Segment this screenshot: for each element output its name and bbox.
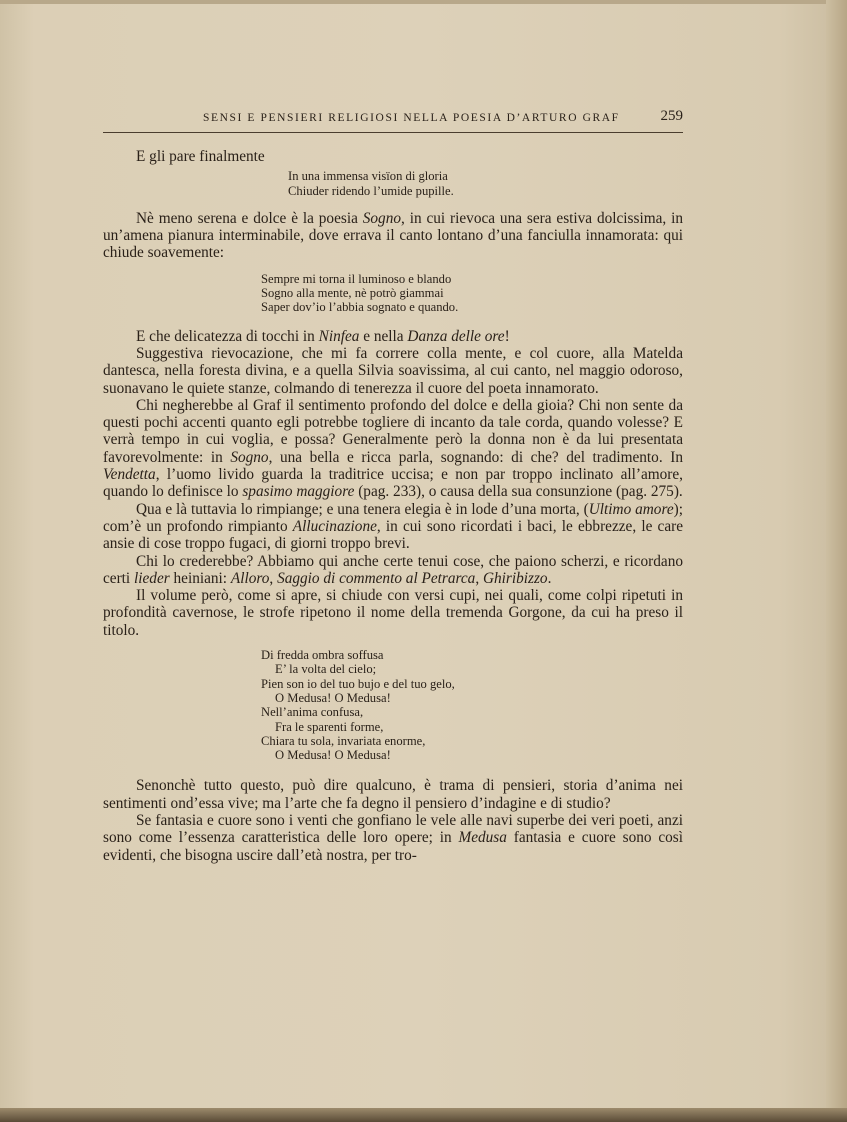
text-run: , xyxy=(475,569,483,587)
text-run: , l’uomo livido guarda la traditrice uccisa; e non par troppo inclinato all’amore, quando lo definisce lo xyxy=(103,466,683,501)
verse-line: Fra le sparenti forme, xyxy=(275,719,384,734)
paragraph-8: Il volume però, come si apre, si chiude con versi cupi, nei quali, come colpi ripetuti in profondità cavernose, le strofe ripetono il nome della tremenda Gorgone, da cui ha preso il titolo. xyxy=(103,587,683,639)
text-run: . xyxy=(547,569,552,587)
text-run: ); com’è un profondo rimpianto xyxy=(103,500,683,535)
verse-line: Chiara tu sola, invariata enorme, xyxy=(261,733,426,748)
text-run: heiniani: xyxy=(169,569,231,587)
text-run: , in cui rievoca una sera estiva dolcissima, in un’amena pianura interminabile, dove errava il canto lontano d’una fanciulla innamorata: qui chiude soavemente: xyxy=(103,209,683,262)
paragraph-1: E gli pare finalmente xyxy=(136,148,265,165)
paragraph-3 xyxy=(103,328,683,345)
text-run: ! xyxy=(504,327,510,345)
text-run: Se fantasia e cuore sono i venti che gonfiano le vele alle navi superbe dei veri poeti, anzi sono come l’essenza caratteristica delle loro opere; in xyxy=(103,811,683,847)
verse-line: Sempre mi torna il luminoso e blando xyxy=(261,271,452,286)
page-top-edge xyxy=(0,0,847,4)
verse-line: Sogno alla mente, nè potrò giammai xyxy=(261,286,444,301)
text-run: fantasia e cuore sono così evidenti, che bisogna uscire dall’età nostra, per tro- xyxy=(103,829,683,864)
verse-line: Di fredda ombra soffusa xyxy=(261,648,384,663)
paragraph-7 xyxy=(103,553,683,588)
italic-title: Saggio di commento al Petrarca xyxy=(277,569,476,587)
verse-line: O Medusa! O Medusa! xyxy=(275,748,391,763)
page-bottom-edge xyxy=(0,1108,847,1122)
italic-title: Sogno xyxy=(362,209,401,227)
verse-line: Nell’anima confusa, xyxy=(261,705,364,720)
verse-line: In una immensa visïon di gloria xyxy=(288,169,448,184)
paragraph-6 xyxy=(103,501,683,553)
text-run: , xyxy=(269,569,278,587)
header-title: SENSI E PENSIERI RELIGIOSI NELLA POESIA D’ARTURO GRAF xyxy=(203,112,620,124)
italic-title: Alloro xyxy=(230,569,270,587)
italic-title: Danza delle ore xyxy=(407,327,505,345)
text-run: E che delicatezza di tocchi in xyxy=(136,327,319,345)
italic-title: Vendetta xyxy=(103,466,156,484)
text-run: Chi negherebbe al Graf il sentimento profondo del dolce e della gioia? Chi non sente da questi pochi accenti quanto egli potrebbe togliere di incanto da tale corda, quando volesse? E verrà tempo in cui voglia, e possa? Generalmente però la donna non è da lui presentata favorevolmente: in xyxy=(103,396,683,466)
italic-title: Ghiribizzo xyxy=(482,569,548,587)
verse-line: Chiuder ridendo l’umide pupille. xyxy=(288,183,454,198)
text-run: Nè meno serena e dolce è la poesia xyxy=(136,209,363,227)
verse-line: E’ la volta del cielo; xyxy=(275,662,377,677)
page-right-edge xyxy=(826,0,847,1122)
italic-quote: spasimo maggiore xyxy=(242,483,355,501)
paragraph-10 xyxy=(103,812,683,864)
text-run: , una bella e ricca parla, sognando: di che? del tradimento. In xyxy=(268,448,683,466)
italic-title: Allucinazione xyxy=(292,517,377,535)
verse-block-1 xyxy=(288,169,683,198)
running-header xyxy=(103,110,683,133)
verse-line: Saper dov’io l’abbia sognato e quando. xyxy=(261,300,459,315)
text-run: Qua e là tuttavia lo rimpiange; e una tenera elegia è in lode d’una morta, ( xyxy=(136,500,589,518)
text-run: Chi lo crederebbe? Abbiamo qui anche certe tenui cose, che paiono scherzi, e ricordano certi xyxy=(103,552,683,587)
italic-title: Ultimo amore xyxy=(588,500,674,518)
paragraph-9: Senonchè tutto questo, può dire qualcuno, è trama di pensieri, storia d’anima nei sentimenti ond’essa vive; ma l’arte che fa degno il pensiero d’indagine e di studio? xyxy=(103,777,683,812)
italic-title: Medusa xyxy=(458,829,507,847)
page-body xyxy=(103,148,683,864)
verse-block-2 xyxy=(261,272,683,315)
page-number: 259 xyxy=(660,108,683,124)
italic-title: Sogno xyxy=(230,448,269,466)
verse-line: Pien son io del tuo bujo e del tuo gelo, xyxy=(261,676,455,691)
italic-term: lieder xyxy=(134,569,170,587)
verse-line: O Medusa! O Medusa! xyxy=(275,690,391,705)
paragraph-2 xyxy=(103,210,683,262)
text-run: e nella xyxy=(359,327,408,345)
paragraph-5 xyxy=(103,397,683,501)
text-run: (pag. 233), o causa della sua consunzione (pag. 275). xyxy=(354,483,683,501)
text-run: , in cui sono ricordati i baci, le ebbrezze, le care ansie di cose troppo fugaci, di giorni troppo brevi. xyxy=(103,517,683,553)
verse-block-3 xyxy=(261,648,683,762)
paragraph-4: Suggestiva rievocazione, che mi fa correre colla mente, e col cuore, alla Matelda dantesca, nella foresta divina, e a quella Silvia soavissima, al cui canto, nel maggio odoroso, suonavano le quiete stanze, colmando di tenerezza il cuore del poeta innamorato. xyxy=(103,344,683,397)
italic-title: Ninfea xyxy=(318,327,360,345)
